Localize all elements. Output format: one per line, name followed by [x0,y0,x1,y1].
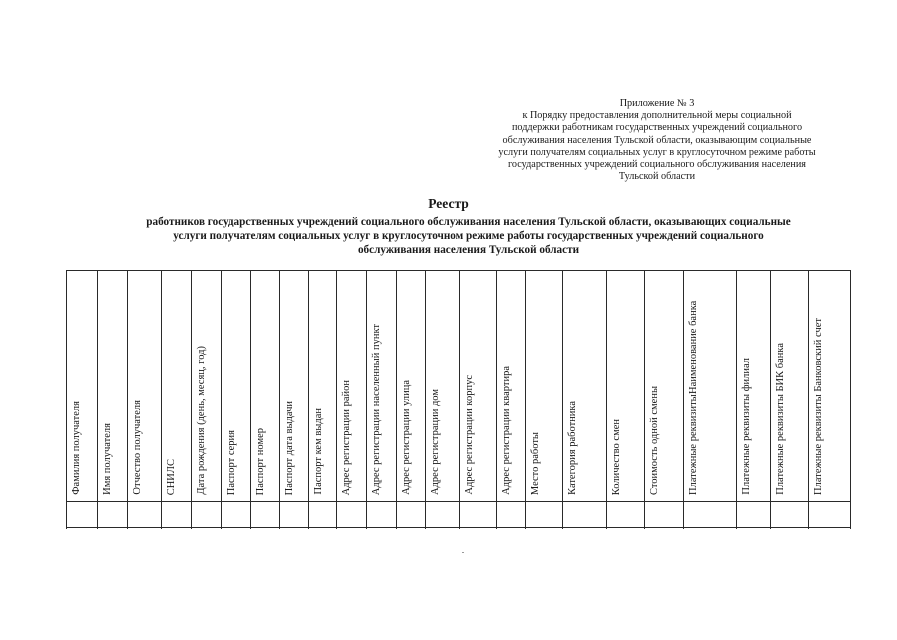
column-header-line: Стоимость одной смены [649,385,660,495]
annex-line: Приложение № 3 [619,98,695,109]
column-header [737,271,770,502]
table-column [607,271,645,529]
table-cell[interactable] [98,502,127,528]
table-column [98,271,128,529]
column-header-line: Отчество получателя [132,400,143,495]
document-subtitle [60,215,877,257]
column-header-label [341,380,364,495]
table-column [771,271,809,529]
column-header-label [371,324,394,495]
column-header-line: Место работы [530,431,541,495]
column-header-line: Платежные реквизиты филиал [741,358,752,495]
table-column [563,271,607,529]
column-header-line: Адрес регистрации населенный пункт [371,323,382,495]
column-header-line: Адрес регистрации улица [401,380,412,495]
column-header [563,271,606,502]
table-column [67,271,98,529]
column-header [337,271,366,502]
column-header-label [688,301,734,495]
subtitle-line: услуги получателям социальных услуг в круглосуточном режиме работы государственных учреждений социального [173,230,764,242]
column-header [128,271,161,502]
table-column [367,271,397,529]
table-cell[interactable] [737,502,770,528]
table-cell[interactable] [684,502,736,528]
table-cell[interactable] [771,502,808,528]
column-header [192,271,221,502]
column-header [222,271,250,502]
column-header-line: Категория работника [567,401,578,495]
column-header-line: Адрес регистрации район [341,379,352,495]
column-header-label [430,389,457,495]
column-header-line: Фамилия получателя [71,401,82,495]
table-cell[interactable] [460,502,496,528]
table-column [192,271,222,529]
column-header [397,271,425,502]
column-header-label [464,375,494,495]
column-header [526,271,562,502]
table-cell[interactable] [497,502,525,528]
column-header-line: Паспорт серия [226,429,237,495]
subtitle-line: работников государственных учреждений социального обслуживания населения Тульской области, оказывающих социальные [146,216,791,228]
table-column [128,271,162,529]
column-header-label [775,343,806,495]
annex-line: поддержки работникам государственных учреждений социального [511,122,803,134]
table-cell[interactable] [67,502,97,528]
table-column [337,271,367,529]
registry-table [66,270,851,529]
column-header-line: Платежные реквизиты Банковский счет [813,318,824,495]
column-header [645,271,683,502]
table-cell[interactable] [645,502,683,528]
column-header [684,271,736,502]
table-column [222,271,251,529]
column-header-line: Паспорт дата выдачи [284,400,295,495]
table-column [645,271,684,529]
table-column [162,271,192,529]
table-cell[interactable] [280,502,308,528]
column-header-label [71,401,95,495]
column-header [309,271,336,502]
table-cell[interactable] [128,502,161,528]
table-column [426,271,460,529]
column-header [809,271,850,502]
table-cell[interactable] [607,502,644,528]
column-header-line: СНИЛС [166,458,177,495]
column-header [497,271,525,502]
table-cell[interactable] [162,502,191,528]
table-column [737,271,771,529]
table-column [684,271,737,529]
column-header [280,271,308,502]
table-cell[interactable] [192,502,221,528]
table-cell[interactable] [426,502,459,528]
column-header-line: Платежные реквизиты [688,394,699,495]
table-cell[interactable] [809,502,850,528]
table-cell[interactable] [367,502,396,528]
table-cell[interactable] [222,502,250,528]
column-header-label [530,432,560,495]
column-header-label [284,401,306,495]
column-header [460,271,496,502]
table-column [526,271,563,529]
column-header-label [611,419,642,495]
subtitle-line: обслуживания населения Тульской области [357,244,580,256]
table-column [397,271,426,529]
table-cell[interactable] [397,502,425,528]
column-header-label [741,358,768,495]
column-header [251,271,279,502]
table-column [280,271,309,529]
annex-line: обслуживания населения Тульской области, оказывающим социальные [502,134,812,146]
table-cell[interactable] [337,502,366,528]
column-header [367,271,396,502]
table-column [809,271,851,529]
column-header-label [196,346,219,495]
column-header [162,271,191,502]
column-header [607,271,644,502]
column-header [67,271,97,502]
table-column [460,271,497,529]
column-header-line: Имя получателя [102,423,113,495]
column-header [98,271,127,502]
document-title: Реестр [428,196,469,211]
column-header [426,271,459,502]
column-header-line: Количество смен [611,418,622,495]
annex-line: к Порядку предоставления дополнительной меры социальной [522,110,792,122]
column-header-label [813,318,848,495]
table-cell[interactable] [526,502,562,528]
table-column [251,271,280,529]
annex-header [452,98,862,183]
table-cell[interactable] [309,502,336,528]
annex-line: услуги получателям социальных услуг в круглосуточном режиме работы [498,146,816,158]
column-header-label [501,366,523,495]
column-header-label [102,423,125,495]
column-header-line: Наименование банка [688,301,699,395]
table-cell[interactable] [251,502,279,528]
column-header-label [132,400,159,495]
annex-line: Тульской области [618,171,696,183]
column-header-line: Дата рождения (день, месяц, год) [196,346,207,495]
stray-mark [462,552,464,553]
table-column [497,271,526,529]
column-header-line: Платежные реквизиты БИК банка [775,343,786,495]
annex-line: государственных учреждений социального обслуживания населения [508,159,806,171]
column-header-label [649,386,681,495]
column-header-line: Адрес регистрации квартира [501,366,512,495]
column-header [771,271,808,502]
column-header-label [567,401,604,495]
column-header-line: Паспорт номер [255,427,266,495]
column-header-label [226,430,248,495]
column-header-line: Адрес регистрации корпус [464,375,475,495]
column-header-label [401,380,423,495]
table-cell[interactable] [563,502,606,528]
column-header-line: Адрес регистрации дом [430,388,441,495]
column-header-label [166,459,189,495]
column-header-line: Паспорт кем выдан [313,408,324,495]
column-header-label [313,408,334,495]
column-header-label [255,428,277,495]
table-column [309,271,337,529]
